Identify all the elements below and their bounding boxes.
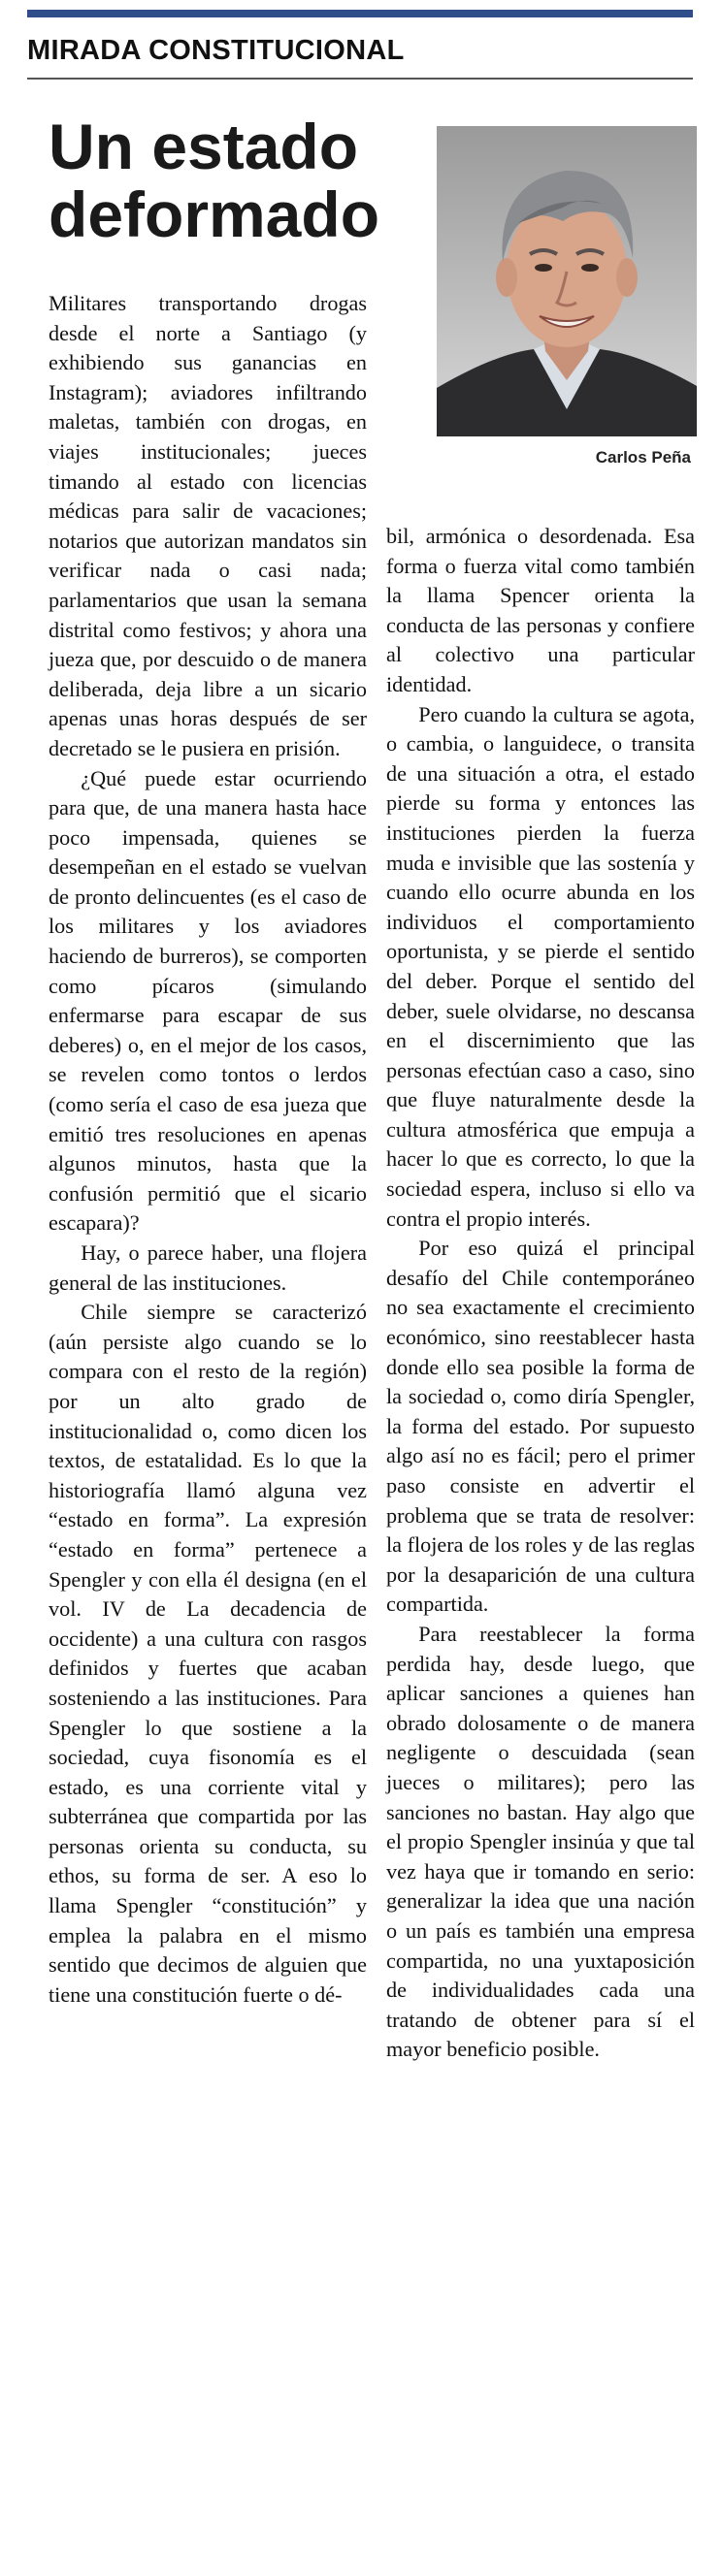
article-column-1 (49, 289, 367, 2010)
paragraph: Chile siempre se caracterizó (aún persiste algo cuando se lo compara con el resto de la región) por un alto grado de institucionalidad o, como dicen los textos, de estatalidad. Es lo que la historiografía llamó alguna vez “estado en forma”. La expresión “estado en forma” pertenece a Spengler y con ella él designa (en el vol. IV de La decadencia de occidente) a una cultura con rasgos definidos y fuertes que acaban sosteniendo a las instituciones. Para Spengler lo que sostiene a la sociedad, cuya fisonomía es el estado, es una corriente vital y subterránea que compartida por las personas orienta su conducta, su ethos, su forma de ser. A eso lo llama Spengler “constitución” y emplea la palabra en el mismo sentido que decimos de alguien que tiene una constitución fuerte o dé- (49, 1300, 367, 2007)
paragraph: bil, armónica o desordenada. Esa forma o fuerza vital como también la llama Spencer orienta la conducta de las personas y confiere al colectivo una particular identidad. (386, 524, 695, 696)
section-divider (27, 78, 693, 80)
author-photo (437, 126, 697, 436)
headline-line-2: deformado (49, 178, 380, 250)
paragraph: Por eso quizá el principal desafío del Chile contemporáneo no sea exactamente el crecimiento económico, sino reestablecer hasta donde ello sea posible la forma de la sociedad o, como diría Spengler, la forma del estado. Por supuesto algo así no es fácil; pero el primer paso consiste en advertir el problema que se trata de resolver: la flojera de los roles y de las reglas por la desaparición de una cultura compartida. (386, 1236, 695, 1617)
author-portrait-icon (437, 126, 697, 436)
paragraph: ¿Qué puede estar ocurriendo para que, de una manera hasta hace poco impensada, quienes se desempeñan en el estado se vuelvan de pronto delincuentes (es el caso de los militares y los aviadores haciendo de burreros), se comporten como pícaros (simulando enfermarse para escapar de sus deberes) o, en el mejor de los casos, se revelen como tontos o lerdos (como sería el caso de esa jueza que emitió tres resoluciones en apenas algunos minutos, hasta que la confusión permitió que el sicario escapara)? (49, 765, 367, 1236)
article-column-2 (386, 522, 695, 2065)
author-name: Carlos Peña (595, 448, 691, 467)
headline-line-1: Un estado (49, 111, 359, 182)
paragraph: Hay, o parece haber, una flojera general de las instituciones. (49, 1240, 367, 1295)
paragraph: Para reestablecer la forma perdida hay, desde luego, que aplicar sanciones a quienes han obrado dolosamente o de manera negligente o descuidada (sean jueces o militares); pero las sanciones no bastan. Hay algo que el propio Spengler insinúa y que tal vez haya que ir tomando en serio: generalizar la idea que una nación o un país es también una empresa compartida, no una yuxtaposición de individualidades cada una tratando de obtener para sí el mayor beneficio posible. (386, 1621, 695, 2062)
paragraph: Militares transportando drogas desde el norte a Santiago (y exhibiendo sus ganancias en Instagram); aviadores infiltrando maletas, también con drogas, en viajes institucionales; jueces timando al estado con licencias médicas para salir de vacaciones; notarios que autorizan mandatos sin verificar nada o casi nada; parlamentarios que usan la semana distrital como festivos; y ahora una jueza que, por descuido o de manera deliberada, deja libre a un sicario apenas unas horas después de ser decretado se le pusiera en prisión. (49, 291, 367, 760)
article-headline (49, 113, 417, 248)
section-accent-bar (27, 10, 693, 17)
section-label: MIRADA CONSTITUCIONAL (27, 35, 405, 66)
paragraph: Pero cuando la cultura se agota, o cambia, o languidece, o transita de una situación a otra, el estado pierde su forma y entonces las instituciones pierden la fuerza muda e invisible que las sostenía y cuando ello ocurre abunda en los individuos el comportamiento oportunista, y se pierde el sentido del deber. Porque el sentido del deber, suele olvidarse, no descansa en el discernimiento que las personas efectúan caso a caso, sino que fluye naturalmente desde la cultura atmosférica que empuja a hacer lo que es correcto, lo que la sociedad espera, incluso si ello va contra el propio interés. (386, 701, 695, 1231)
